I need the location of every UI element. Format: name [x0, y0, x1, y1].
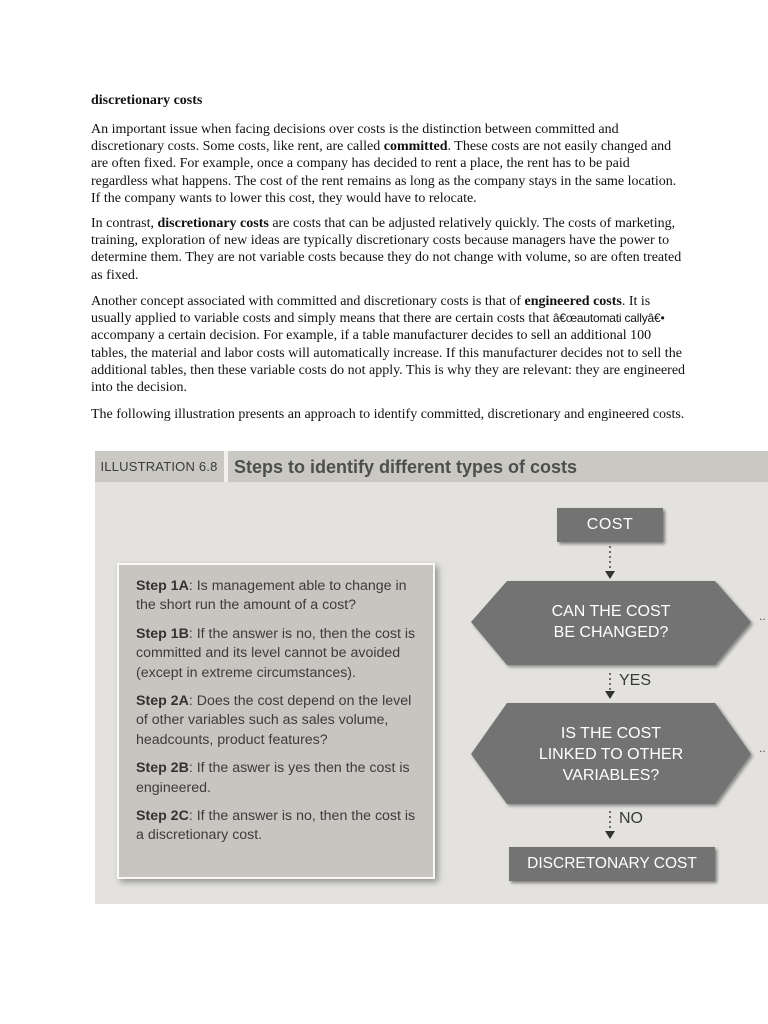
label-no: NO [619, 810, 643, 827]
garbled-quote: â€œautomati callyâ€• [552, 311, 665, 326]
q2-line1: IS THE COST [560, 724, 662, 742]
step-2a: Step 2A: Does the cost depend on the level of other variables such as sales volume, headcounts, product features? [136, 693, 412, 748]
step-2b: Step 2B: If the aswer is yes then the cost is engineered. [136, 760, 410, 796]
branch-continuation-marker: .. [759, 609, 766, 623]
q1-line2: BE CHANGED? [553, 624, 669, 641]
step-1b: Step 1B: If the answer is no, then the cost is committed and its level cannot be avoided (except in extreme circumstances). [136, 625, 416, 681]
paragraph-discretionary: In contrast, discretionary costs are costs that can be adjusted relatively quickly. The costs of marketing, training, exploration of new ideas are typically discretionary costs because managers have the power to determine them. They are not variable costs because they do not change with volume, so are often treated as fixed. [91, 216, 682, 283]
paragraph-engineered: Another concept associated with committed and discretionary costs is that of engineered costs. It is usually applied to variable costs and simply means that there are certain costs that â€œautomati callyâ€• accompany a certain decision. For example, if a table manufacturer decides to sell an additional 100 tables, the material and labor costs will automatically increase. If this manufacturer decides not to sell the additional tables, then these variable costs do not apply. This is why they are relevant: they are engineered into the decision. [91, 294, 686, 396]
decision-can-change [525, 597, 697, 647]
term-discretionary: discretionary costs [157, 216, 269, 231]
step-1a: Step 1A: Is management able to change in the short run the amount of a cost? [136, 578, 407, 614]
arrowhead-q1 [605, 571, 615, 579]
term-engineered: engineered costs [524, 294, 622, 309]
illustration-tag: ILLUSTRATION 6.8 [100, 459, 218, 474]
decision-linked-variables [525, 721, 697, 787]
label-yes: YES [619, 672, 652, 689]
illustration-title: Steps to identify different types of costs [234, 457, 578, 477]
q2-line3: VARIABLES? [562, 766, 660, 784]
section-heading: discretionary costs [91, 93, 203, 108]
paragraph-illustration-intro: The following illustration presents an approach to identify committed, discretionary and engineered costs. [91, 407, 685, 422]
flowchart [95, 451, 768, 904]
step-2c: Step 2C: If the answer is no, then the cost is a discretionary cost. [136, 808, 416, 844]
paragraph-committed: An important issue when facing decisions over costs is the distinction between committed and discretionary costs. Some costs, like rent, are called committed. These costs are not easily changed and are often fixed. For example, once a company has decided to rent a place, the rent has to be paid regardless what happens. The cost of the rent remains as long as the company stays in the same location. If the company wants to lower this cost, they would have to relocate. [91, 122, 677, 206]
q1-line1: CAN THE COST [551, 603, 671, 620]
arrowhead-end [605, 831, 615, 839]
q2-line2: LINKED TO OTHER [538, 745, 684, 763]
arrowhead-q2 [605, 691, 615, 699]
flow-end-discretionary: DISCRETONARY COST [509, 847, 715, 881]
term-committed: committed [383, 139, 448, 155]
flow-start-cost: COST [557, 508, 663, 542]
illustration-figure [95, 451, 768, 904]
branch-continuation-marker: .. [759, 741, 766, 755]
